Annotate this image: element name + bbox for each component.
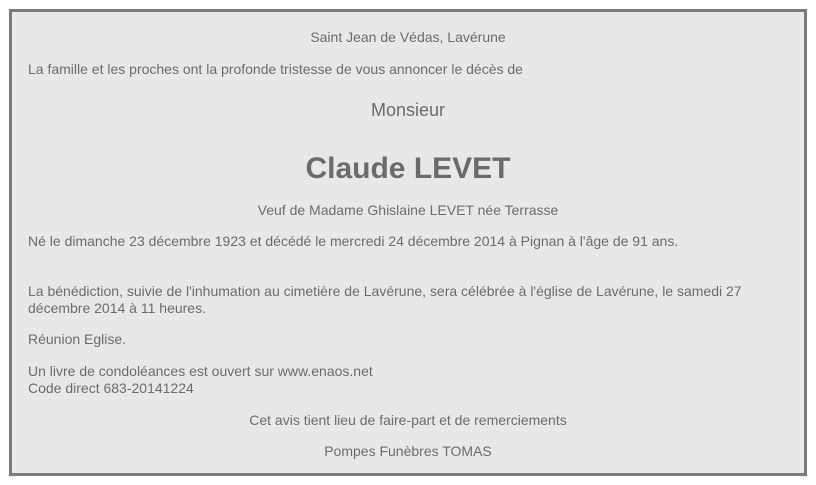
notice-civility: Monsieur [370, 100, 446, 120]
notice-location: Saint Jean de Védas, Lavérune [310, 29, 506, 45]
notice-birth-death: Né le dimanche 23 décembre 1923 et décédé le mercredi 24 décembre 2014 à Pignan à l'âge de 91 ans. [28, 233, 679, 249]
notice-ceremony: La bénédiction, suivie de l'inhumation au cimetière de Lavérune, sera célébrée à l'église de Lavérune, le samedi 27 décembre 2014 à 11 heures. [28, 283, 742, 316]
notice-direct-code: Code direct 683-20141224 [28, 380, 194, 396]
notice-reunion: Réunion Eglise. [28, 331, 127, 347]
notice-closing: Cet avis tient lieu de faire-part et de remerciements [249, 412, 567, 428]
notice-intro: La famille et les proches ont la profonde tristesse de vous annoncer le décès de [28, 61, 523, 77]
funeral-home: Pompes Funèbres TOMAS [324, 443, 492, 459]
death-notice-panel [9, 9, 807, 476]
notice-condolence-book: Un livre de condoléances est ouvert sur www.enaos.net [28, 363, 373, 379]
notice-relation: Veuf de Madame Ghislaine LEVET née Terrasse [257, 202, 559, 218]
deceased-name: Claude LEVET [305, 152, 511, 185]
